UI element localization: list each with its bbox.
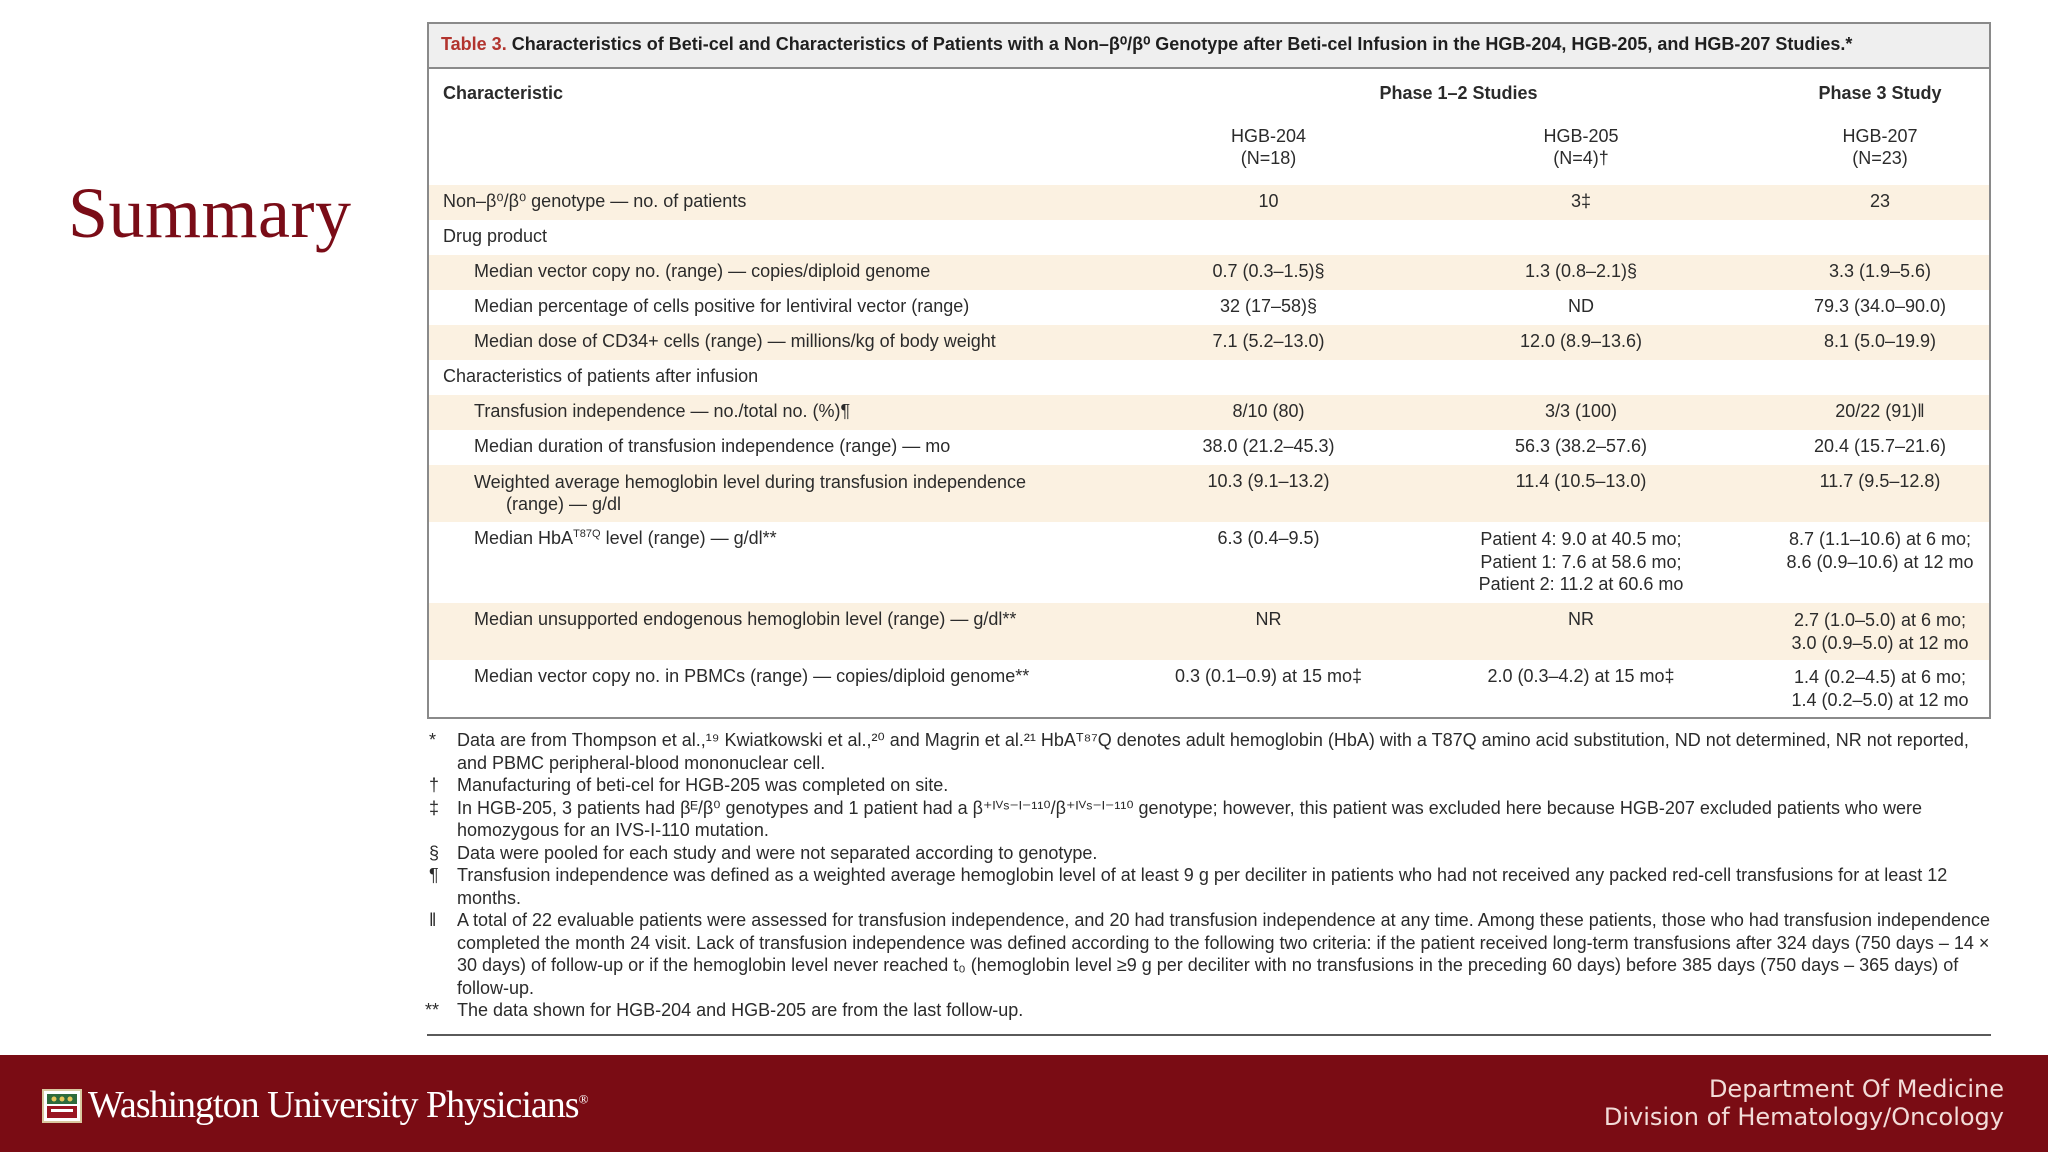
cell-hgb205: 1.3 (0.8–2.1)§ [1524, 261, 1638, 281]
header-row-phases [429, 69, 1989, 115]
footnote-symbol: * [429, 730, 437, 750]
footnote-symbol: † [429, 775, 440, 795]
data-table [427, 22, 1991, 719]
row-label-line: (range) — g/dl [506, 494, 622, 514]
footnotes [427, 729, 1995, 1022]
table-caption [429, 24, 1989, 69]
footnote-symbol: § [429, 842, 440, 863]
row-label: Median percentage of cells positive for lentiviral vector (range) [474, 296, 970, 316]
table-body [429, 69, 1989, 720]
row-label [429, 465, 1146, 522]
header-study-name: HGB-207 [1842, 126, 1918, 146]
university-shield-icon [42, 1089, 82, 1123]
header-study-hgb207 [1771, 115, 1989, 185]
cell-line: Patient 2: 11.2 at 60.6 mo [1478, 574, 1684, 594]
header-study-n: (N=23) [1852, 148, 1908, 168]
cell-line: 2.7 (1.0–5.0) at 6 mo; [1793, 610, 1967, 630]
table-row [429, 430, 1989, 465]
header-row-studies [429, 115, 1989, 185]
slide-title: Summary [68, 173, 352, 253]
table-row-section [429, 360, 1989, 395]
cell-hgb204: 6.3 (0.4–9.5) [1217, 528, 1320, 548]
header-phase12: Phase 1–2 Studies [1379, 83, 1538, 103]
header-study-hgb204 [1146, 115, 1391, 185]
footnote [427, 909, 1995, 999]
footer-bar [0, 1055, 2048, 1152]
cell-hgb205: 56.3 (38.2–57.6) [1514, 436, 1648, 456]
cell-hgb207 [1771, 522, 1989, 603]
header-study-name: HGB-205 [1543, 126, 1619, 146]
cell-hgb204: 10.3 (9.1–13.2) [1207, 471, 1330, 491]
cell-hgb204: 0.3 (0.1–0.9) at 15 mo‡ [1174, 666, 1363, 686]
row-label: Non–β⁰/β⁰ genotype — no. of patients [443, 191, 747, 211]
brand-wordmark [88, 1083, 588, 1127]
cell-hgb205: NR [1568, 609, 1594, 629]
cell-hgb204: 38.0 (21.2–45.3) [1202, 436, 1335, 456]
table-row [429, 395, 1989, 430]
footnote-text: Data are from Thompson et al.,¹⁹ Kwiatkowski et al.,²⁰ and Magrin et al.²¹ HbAᵀ⁸⁷Q denotes adult hemoglobin (HbA) with a T87Q amino acid substitution, ND not determined, NR not reported, and PBMC peripheral-blood mononuclear cell. [457, 730, 1969, 773]
table-row [429, 522, 1989, 603]
cell-hgb205: ND [1568, 296, 1594, 316]
footnote [427, 842, 1995, 865]
cell-hgb204: 0.7 (0.3–1.5)§ [1212, 261, 1325, 281]
row-label: Median unsupported endogenous hemoglobin level (range) — g/dl** [474, 609, 1017, 629]
cell-line: 1.4 (0.2–4.5) at 6 mo; [1793, 667, 1967, 687]
table-row [429, 290, 1989, 325]
header-study-n: (N=18) [1240, 148, 1297, 168]
cell-hgb207: 20.4 (15.7–21.6) [1813, 436, 1947, 456]
header-characteristic: Characteristic [443, 83, 564, 103]
cell-line: 8.6 (0.9–10.6) at 12 mo [1786, 551, 1974, 572]
row-label: Median duration of transfusion independence (range) — mo [474, 436, 951, 456]
cell-hgb207: 11.7 (9.5–12.8) [1819, 471, 1941, 491]
brand-name: Washington University Physicians [88, 1084, 579, 1126]
row-label: Transfusion independence — no./total no. (%)¶ [474, 401, 851, 421]
table-row [429, 185, 1989, 220]
table-caption-number: Table 3. [441, 34, 507, 54]
footnote-symbol: ‖ [429, 910, 437, 930]
table-row [429, 255, 1989, 290]
section-label: Drug product [443, 226, 548, 246]
table-row [429, 325, 1989, 360]
header-study-n: (N=4)† [1553, 148, 1609, 168]
division-line: Division of Hematology/Oncology [1603, 1103, 2004, 1131]
cell-hgb204: 32 (17–58)§ [1219, 296, 1318, 316]
cell-hgb204: 8/10 (80) [1232, 401, 1305, 421]
footnote-text: A total of 22 evaluable patients were assessed for transfusion independence, and 20 had transfusion independence at any time. Among these patients, those who had transfusion independence completed the month 24 visit. Lack of transfusion independence was defined according to the following two criteria: if the patient received long-term transfusions after 324 days (750 days – 14 × 30 days) of follow-up or if the hemoglobin level never reached t₀ (hemoglobin level ≥9 g per deciliter with no transfusions in the preceding 60 days) before 385 days (750 days – 365 days) of follow-up. [457, 910, 1991, 998]
cell-hgb207: 79.3 (34.0–90.0) [1813, 296, 1947, 316]
department-line: Department Of Medicine [1708, 1075, 2004, 1103]
cell-hgb207 [1771, 660, 1989, 720]
row-label-superscript: T87Q [573, 528, 601, 540]
cell-hgb207: 23 [1869, 191, 1891, 211]
table-row-section [429, 220, 1989, 255]
footnote [427, 774, 1995, 797]
cell-hgb205 [1391, 522, 1771, 603]
section-label: Characteristics of patients after infusion [443, 366, 759, 386]
header-phase3: Phase 3 Study [1818, 83, 1942, 103]
footnote-text: Data were pooled for each study and were not separated according to genotype. [457, 842, 1098, 863]
cell-hgb207: 8.1 (5.0–19.9) [1823, 331, 1937, 351]
footnote-text: The data shown for HGB-204 and HGB-205 are from the last follow-up. [457, 1000, 1024, 1020]
cell-hgb207: 3.3 (1.9–5.6) [1828, 261, 1932, 281]
cell-hgb205: 12.0 (8.9–13.6) [1519, 331, 1643, 351]
cell-line: 8.7 (1.1–10.6) at 6 mo; [1788, 529, 1972, 549]
table-row [429, 603, 1989, 660]
cell-hgb204: NR [1255, 609, 1282, 629]
cell-hgb204: 7.1 (5.2–13.0) [1212, 331, 1325, 351]
cell-line: 3.0 (0.9–5.0) at 12 mo [1791, 632, 1969, 653]
footnote [427, 999, 1995, 1022]
footnote-text: In HGB-205, 3 patients had βᴱ/β⁰ genotypes and 1 patient had a β⁺ᴵⱽˢ⁻ᴵ⁻¹¹⁰/β⁺ᴵⱽˢ⁻ᴵ⁻¹¹⁰ genotype; however, this patient was excluded here because HGB-207 excluded patients who were homozygous for an IVS-I-110 mutation. [457, 797, 1923, 840]
footnote [427, 864, 1995, 909]
footnote-symbol: ** [425, 1000, 440, 1020]
cell-hgb205: 11.4 (10.5–13.0) [1515, 471, 1647, 491]
cell-hgb205: 3‡ [1570, 191, 1592, 211]
footnote [427, 797, 1995, 842]
row-label: Median vector copy no. (range) — copies/diploid genome [474, 261, 931, 281]
footnote-symbol: ‡ [429, 797, 440, 818]
header-study-name: HGB-204 [1230, 126, 1307, 146]
footnote-symbol: ¶ [429, 865, 439, 885]
cell-hgb205: 3/3 (100) [1544, 401, 1618, 421]
footnote-text: Manufacturing of beti-cel for HGB-205 was completed on site. [457, 775, 949, 795]
footnote-text: Transfusion independence was defined as a weighted average hemoglobin level of at least 9 g per deciliter in patients who had not received any packed red-cell transfusions for at least 12 months. [457, 865, 1948, 908]
cell-line: Patient 4: 9.0 at 40.5 mo; [1480, 529, 1682, 549]
row-label: Median vector copy no. in PBMCs (range) — copies/diploid genome** [474, 666, 1030, 686]
row-label-part: level (range) — g/dl** [600, 528, 777, 548]
cell-line: 1.4 (0.2–5.0) at 12 mo [1791, 689, 1969, 710]
cell-hgb204: 10 [1258, 191, 1279, 211]
table-row [429, 660, 1989, 720]
row-label-line: Weighted average hemoglobin level during transfusion independence [474, 472, 1027, 492]
row-label-part: Median HbA [474, 528, 574, 548]
row-label [429, 522, 1146, 603]
table-row [429, 465, 1989, 522]
row-label: Median dose of CD34+ cells (range) — millions/kg of body weight [474, 331, 996, 351]
cell-line: Patient 1: 7.6 at 58.6 mo; [1480, 551, 1682, 572]
header-study-hgb205 [1391, 115, 1771, 185]
cell-hgb205: 2.0 (0.3–4.2) at 15 mo‡ [1487, 666, 1675, 686]
brand-registered-mark: ® [578, 1091, 589, 1107]
department-label [1604, 1075, 2004, 1131]
table-caption-text: Characteristics of Beti-cel and Characteristics of Patients with a Non–β⁰/β⁰ Genotype after Beti-cel Infusion in the HGB-204, HGB-205, and HGB-207 Studies.* [511, 34, 1853, 54]
cell-hgb207 [1771, 603, 1989, 660]
footnote-divider [427, 1034, 1991, 1036]
footnote [427, 729, 1995, 774]
cell-hgb207: 20/22 (91)‖ [1835, 401, 1925, 421]
